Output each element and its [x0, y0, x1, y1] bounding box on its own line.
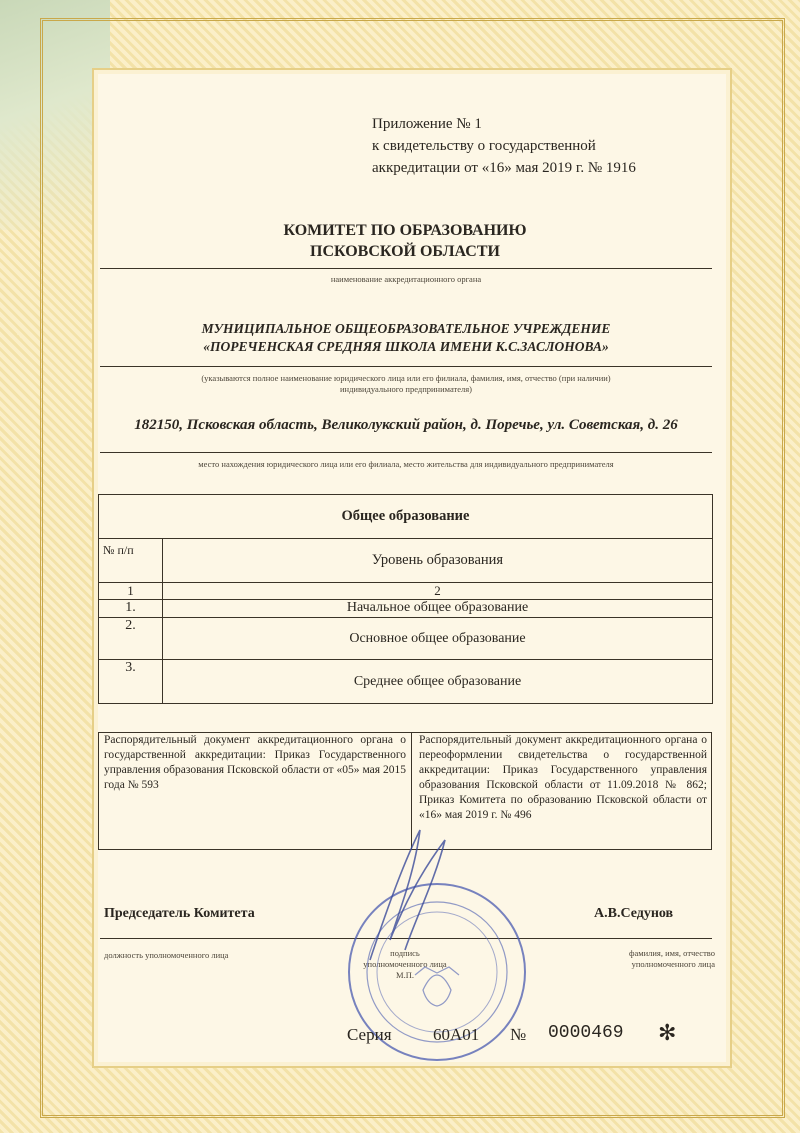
address-caption: место нахождения юридического лица или его филиала, место жительства для индивидуального предпринимателя	[198, 459, 614, 469]
caption-line: уполномоченного лица	[363, 959, 447, 969]
table-row	[99, 660, 713, 704]
index-cell: 1	[99, 583, 163, 600]
index-cell: 2	[163, 583, 713, 600]
caption-line: (указываются полное наименование юридического лица или его филиала, фамилия, имя, отчество (при наличии)	[201, 373, 611, 383]
row-num: 1.	[99, 600, 163, 618]
caption-line: подпись	[390, 948, 420, 958]
signature-scribble	[360, 820, 460, 970]
appendix-line: аккредитации от «16» мая 2019 г. № 1916	[372, 160, 636, 176]
caption-line: фамилия, имя, отчество	[628, 948, 715, 958]
table-title: Общее образование	[99, 495, 713, 539]
name-caption	[590, 948, 715, 970]
education-table	[98, 494, 713, 704]
row-level: Основное общее образование	[163, 618, 713, 660]
organization-caption	[100, 373, 712, 395]
appendix-line: Приложение № 1	[372, 116, 482, 132]
order-right: Распорядительный документ аккредитационного органа о переоформлении свидетельства о государственной аккредитации: Приказ Государственного управления образования Псковской области от 11.09.2018 № 862; Приказ Комитета по образованию Псковской области от «16» мая 2019 г. № 496	[419, 734, 707, 821]
row-level: Среднее общее образование	[163, 660, 713, 704]
authority-line: ПСКОВСКОЙ ОБЛАСТИ	[310, 243, 500, 260]
series-label: Серия	[347, 1025, 392, 1044]
organization-name	[100, 320, 712, 356]
organization-line: «ПОРЕЧЕНСКАЯ СРЕДНЯЯ ШКОЛА ИМЕНИ К.С.ЗАСЛОНОВА»	[203, 339, 609, 354]
caption-line: индивидуального предпринимателя)	[340, 384, 472, 394]
appendix-block	[372, 113, 636, 179]
authority-line: КОМИТЕТ ПО ОБРАЗОВАНИЮ	[283, 222, 527, 239]
number-label: №	[510, 1025, 527, 1044]
row-num: 2.	[99, 618, 163, 660]
signatory-position: Председатель Комитета	[104, 906, 255, 921]
address-text: 182150, Псковская область, Великолукский район, д. Поречье, ул. Советская, д. 26	[134, 417, 678, 433]
row-level: Начальное общее образование	[163, 600, 713, 618]
authority-caption: наименование аккредитационного органа	[330, 274, 482, 284]
appendix-line: к свидетельству о государственной	[372, 138, 596, 154]
organization-line: МУНИЦИПАЛЬНОЕ ОБЩЕОБРАЗОВАТЕЛЬНОЕ УЧРЕЖДЕНИЕ	[201, 321, 611, 336]
star-icon: ✻	[658, 1020, 677, 1045]
col-header-level: Уровень образования	[163, 539, 713, 583]
signatory-name: А.В.Седунов	[594, 906, 674, 921]
col-header-num: № п/п	[99, 539, 163, 583]
number-value: 0000469	[548, 1023, 624, 1043]
caption-line: М.П.	[396, 970, 414, 980]
caption-line: уполномоченного лица	[631, 959, 715, 969]
position-caption: должность уполномоченного лица	[104, 950, 229, 960]
table-row	[99, 600, 713, 618]
table-row	[99, 618, 713, 660]
row-num: 3.	[99, 660, 163, 704]
order-left: Распорядительный документ аккредитационного органа о государственной аккредитации: Приказ Государственного управления образования Псковской области от «05» мая 2015 года № 593	[104, 734, 406, 791]
authority-title	[150, 220, 660, 262]
series-value: 60А01	[433, 1025, 480, 1044]
